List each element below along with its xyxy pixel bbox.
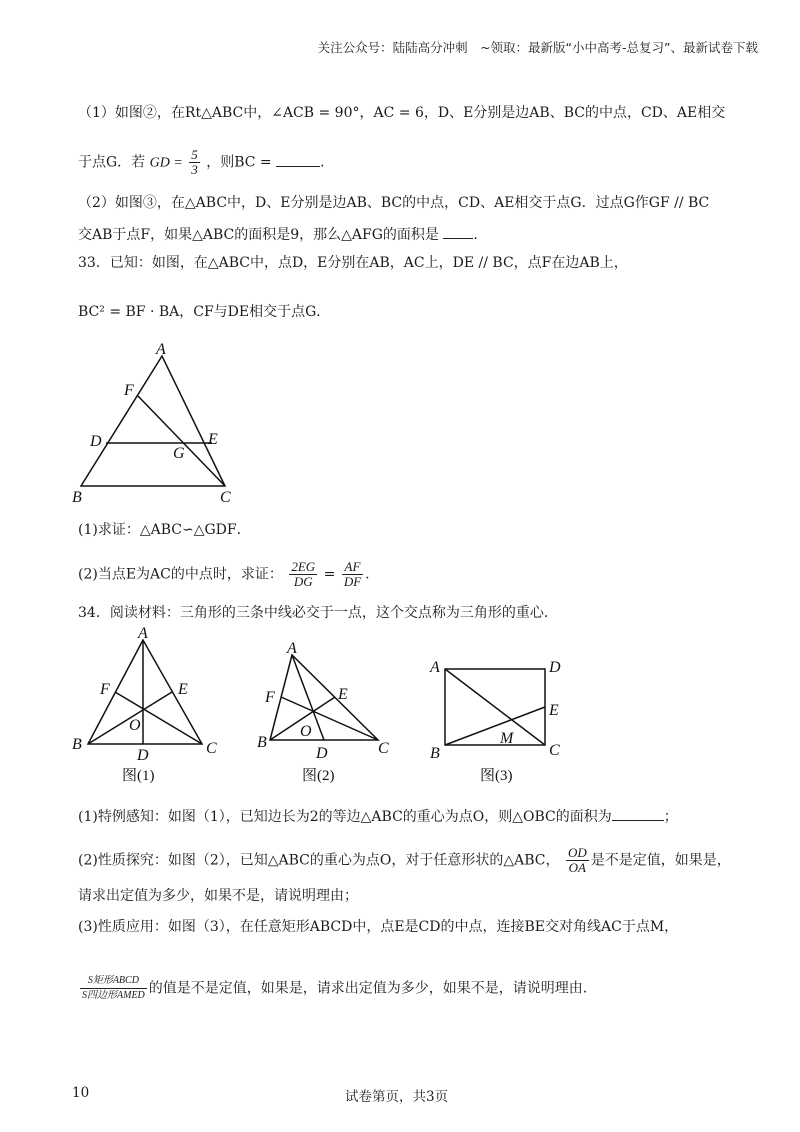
q34-part2 [78,846,731,875]
q33-label-d: D [90,433,102,450]
fig2-label-d: D [316,745,328,762]
q32-answer-blank-1[interactable] [276,152,320,167]
q33-line1: 33．已知：如图，在△ABC中，点D，E分别在AB，AC上，DE // BC，点F在边AB上， [78,255,628,271]
q32-answer-blank-2[interactable] [443,224,473,239]
fig3-label-b: B [430,745,440,762]
fig3-caption: 图(3) [480,768,513,784]
q34-area-den: S四边形AMED [82,990,145,1001]
fig1-label-a: A [138,625,148,642]
q34-part3-post: 的值是不是定值，如果是，请求出定值为多少，如果不是，请说明理由. [148,980,588,997]
q33-triangle-abc [81,356,225,486]
q32-frac-den: 3 [191,162,198,177]
q34-frac-num: OD [567,845,587,860]
q34-figure-2 [257,640,389,784]
q33-part2-pre: (2)当点E为AC的中点时，求证： [78,566,283,583]
fig1-label-f: F [100,681,110,698]
q33-label-f: F [124,382,134,399]
q34-frac-den: OA [568,860,587,875]
q34-part1-text: (1)特例感知：如图（1），已知边长为2的等边△ABC的重心为点O，则△OBC的面积为 [78,809,612,825]
q33-label-g: G [173,445,185,462]
q32-part1-line2-pre: 于点G．若 [78,154,146,171]
q34-part1-end: ； [663,809,678,825]
fig2-label-e: E [338,686,348,703]
fig2-label-b: B [257,734,267,751]
fig1-caption: 图(1) [122,768,155,784]
q33-part2-end: . [365,566,370,583]
q32-fraction [189,148,200,177]
q33-frac-left-den: DG [293,574,313,589]
q32-frac-num: 5 [191,147,198,162]
q33-frac-left [289,560,317,589]
q33-part2 [78,560,370,589]
fig3-label-c: C [549,742,560,759]
page-number: 10 [72,1085,90,1101]
q34-area-num: S矩形ABCD [80,974,147,989]
q34-line1: 34．阅读材料：三角形的三条中线必交于一点，这个交点称为三角形的重心． [78,605,558,621]
q33-label-e: E [208,431,218,448]
q34-part2-post: 是不是定值，如果是， [590,852,731,869]
fig2-label-f: F [265,689,275,706]
q34-figure-3 [429,659,561,784]
fig2-caption: 图(2) [302,768,335,784]
q33-part1: (1)求证：△ABC∽△GDF． [78,522,251,538]
q32-part2-end: . [473,227,478,243]
q33-frac-right [342,560,363,589]
q33-frac-right-den: DF [343,574,362,589]
fig3-label-m: M [500,730,514,747]
fig2-label-c: C [378,740,389,757]
fig2-label-o: O [300,723,312,740]
fig1-label-o: O [129,717,141,734]
q34-figures [60,622,760,792]
q32-part1-end: . [320,154,325,171]
q32-frac-lhs: GD = [149,155,183,171]
q33-label-b: B [72,489,82,506]
fig3-label-a: A [430,659,440,676]
footer-center: 试卷第页，共3页 [345,1089,449,1105]
fig1-label-c: C [206,740,217,757]
q32-part1-line1: （1）如图②，在Rt△ABC中，∠ACB = 90°，AC = 6，D、E分别是边AB、BC的中点，CD、AE相交 [78,105,726,121]
q33-frac-left-num: 2EG [291,559,316,574]
q34-figure-1 [72,625,217,784]
fig3-label-d: D [549,659,561,676]
q32-part2-line2 [78,224,478,245]
q33-figure [60,338,260,508]
q34-answer-blank[interactable] [612,806,664,821]
q33-label-a: A [156,341,166,358]
q34-part2-line2: 请求出定值为多少，如果不是，请说明理由； [78,888,358,904]
q33-label-c: C [220,489,231,506]
q34-part3: (3)性质应用：如图（3），在任意矩形ABCD中，点E是CD的中点，连接BE交对角线AC于点M， [78,919,679,935]
q33-line2: BC² = BF · BA，CF与DE相交于点G． [78,304,331,320]
q32-part1-line2 [78,148,325,177]
fig3-label-e: E [549,702,559,719]
page-header: 关注公众号：陆陆高分冲刺 ~领取：最新版“小中高考-总复习”、最新试卷下载 [317,40,758,55]
fig1-label-d: D [137,747,149,764]
q34-frac-area [80,974,147,1003]
fig2-label-a: A [287,640,297,657]
q34-part1 [78,806,678,827]
q34-frac-od-oa [566,846,589,875]
q32-part2-line1: （2）如图③，在△ABC中，D、E分别是边AB、BC的中点，CD、AE相交于点G．过点G作GF // BC [78,195,710,211]
fig1-label-e: E [178,681,188,698]
q33-frac-eq: = [323,566,336,583]
q33-frac-right-num: AF [342,560,363,575]
q32-part1-line2-post: ，则BC = [206,154,272,171]
q34-part3-line2 [78,974,587,1003]
q34-part2-pre: (2)性质探究：如图（2），已知△ABC的重心为点O，对于任意形状的△ABC， [78,852,560,869]
fig1-label-b: B [72,736,82,753]
q32-part2-line2-text: 交AB于点F，如果△ABC的面积是9，那么△AFG的面积是 [78,227,439,243]
